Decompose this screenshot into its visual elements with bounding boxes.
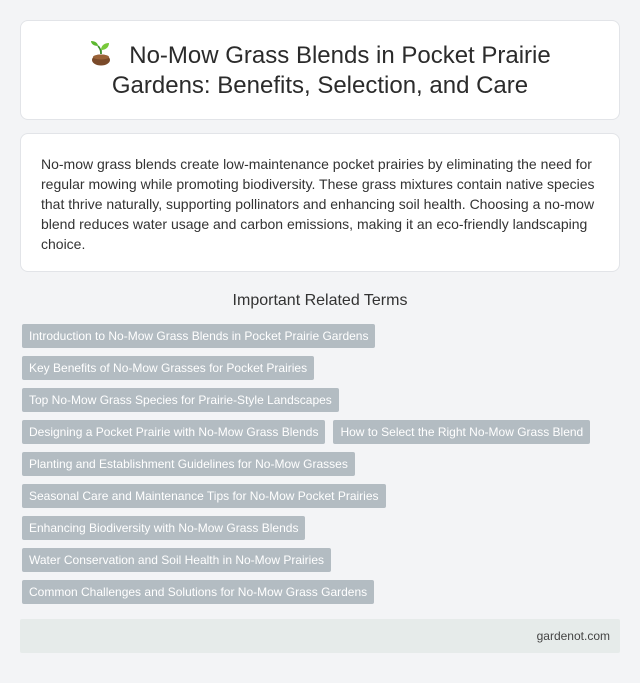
related-term-link[interactable]: Key Benefits of No-Mow Grasses for Pocket Prairies (22, 356, 314, 380)
related-term-link[interactable]: Common Challenges and Solutions for No-Mow Grass Gardens (22, 580, 374, 604)
related-term-link[interactable]: How to Select the Right No-Mow Grass Blend (333, 420, 590, 444)
footer (20, 619, 620, 653)
related-term-link[interactable]: Top No-Mow Grass Species for Prairie-Style Landscapes (22, 388, 339, 412)
related-term-link[interactable]: Enhancing Biodiversity with No-Mow Grass Blends (22, 516, 305, 540)
page-title-text: No-Mow Grass Blends in Pocket Prairie Gardens: Benefits, Selection, and Care (111, 41, 551, 99)
related-term-link[interactable]: Introduction to No-Mow Grass Blends in Pocket Prairie Gardens (22, 324, 375, 348)
related-term-link[interactable]: Designing a Pocket Prairie with No-Mow Grass Blends (22, 420, 325, 444)
tag-row (22, 452, 618, 476)
tag-row (22, 420, 618, 444)
tag-row (22, 356, 618, 380)
site-name[interactable]: gardenot.com (536, 629, 610, 643)
tag-row (22, 484, 618, 508)
intro-card (20, 133, 620, 272)
related-terms-list (22, 324, 618, 612)
sprout-icon (89, 40, 113, 66)
page-title (61, 40, 579, 101)
related-term-link[interactable]: Water Conservation and Soil Health in No-Mow Prairies (22, 548, 331, 572)
related-term-link[interactable]: Seasonal Care and Maintenance Tips for No-Mow Pocket Prairies (22, 484, 386, 508)
tag-row (22, 324, 618, 348)
intro-text: No-mow grass blends create low-maintenance pocket prairies by eliminating the need for regular mowing while promoting biodiversity. These grass mixtures contain native species that thrive naturally, supporting pollinators and enhancing soil health. Choosing a no-mow blend reduces water usage and carbon emissions, making it an eco-friendly landscaping choice. (41, 156, 595, 252)
related-terms-heading: Important Related Terms (232, 292, 408, 309)
tag-row (22, 580, 618, 604)
tag-row (22, 516, 618, 540)
tag-row (22, 388, 618, 412)
related-term-link[interactable]: Planting and Establishment Guidelines for No-Mow Grasses (22, 452, 355, 476)
title-card (20, 20, 620, 120)
tag-row (22, 548, 618, 572)
